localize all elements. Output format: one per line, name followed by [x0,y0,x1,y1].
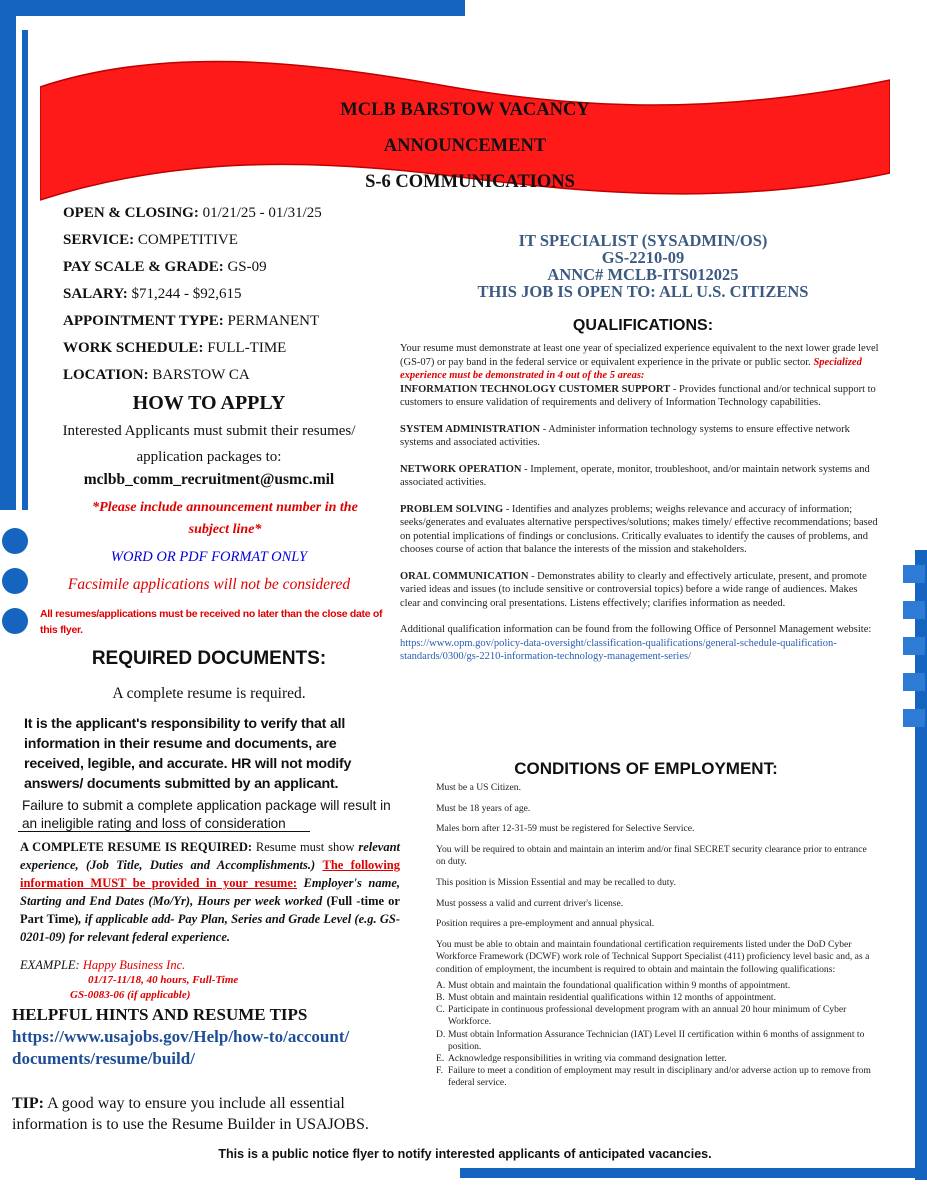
condition-item: Position requires a pre-employment and annual physical. [436,918,655,930]
list-item: E. Acknowledge responsibilities in writing via command designation letter. [436,1052,727,1064]
info-row-open-closing: OPEN & CLOSING: 01/21/25 - 01/31/25 [63,205,322,221]
format-note: WORD OR PDF FORMAT ONLY [110,549,308,565]
announcement-number: ANNC# MCLB-ITS012025 [547,265,739,284]
list-item: A. Must obtain and maintain the foundational qualification within 9 months of appointment. [436,979,791,991]
info-row-location: LOCATION: BARSTOW CA [63,367,250,383]
responsibility-statement: It is the applicant's responsibility to verify that all information in their resume and documents, are received, legible, and accurate. HR will not modify answers/ documents submitted by an applicant. [24,716,352,792]
banner-line-2: ANNOUNCEMENT [383,136,547,156]
info-row-salary: SALARY: $71,244 - $92,615 [63,286,242,302]
qualifications-body: Your resume must demonstrate at least one year of specialized experience equivalent to the next lower grade level (GS-07) or pay band in the federal service or equivalent experience in the private or public sector. Specialized experience must be demonstrated in 4 out of the 5 areas: INFORMATION TECHNOLOGY CUSTOMER SUPPORT - Provides functional and/or technical support to customers to ensure validation of requirements and delivery of Information Technology capabilities. SYSTEM ADMINISTRATION - Administer information technology systems to ensure effective network systems and associated activities. NETWORK OPERATION - Implement, operate, monitor, troubleshoot, and/or maintain network systems and associated activities. PROBLEM SOLVING - Identifies and analyzes problems; weighs relevance and accuracy of information; seeks/generates and evaluates alternative perspectives/solutions; makes timely/ effective recommendations; based on potential implications of findings or conclusions. Critically evaluates to identify the causes of problems, and chooses course of action that balance the interests of the mission and stakeholders. ORAL COMMUNICATION - Demonstrates ability to clearly and effectively articulate, present, and promote varied ideas and issues (to include sensitive or controversial topics) before a wide range of audiences. Makes clear and convincing oral presentations. Listens effectively; clarifies information as needed. Additional qualification information can be found from the following Office of Personnel Management website: https://www.opm.gov/policy-data-oversight/classification-qualifications/general-schedule-qualification-standards/0300/gs-2210-information-technology-management-series/ [400,343,879,662]
required-documents-heading: REQUIRED DOCUMENTS: [91,648,327,669]
list-item: C. Participate in continuous professional development program with an annual 20 hour minimum of Cyber Workforce. [436,1004,847,1028]
apply-instructions: Interested Applicants must submit their resumes/ application packages to: [62,423,356,465]
condition-item: You must be able to obtain and maintain foundational certification requirements listed under the DoD Cyber Workforce Framework (DCWF) work role of Technical Support Specialist (411) proficiency level basic and, as a condition of employment, the incumbent is required to obtain and maintain the following qualifications: [436,939,870,975]
fax-note: Facsimile applications will not be considered [67,576,351,593]
qualification-list [436,980,876,1090]
open-to: THIS JOB IS OPEN TO: ALL U.S. CITIZENS [477,282,809,301]
helpful-hints [12,1004,407,1070]
opm-link[interactable]: https://www.opm.gov/policy-data-oversight/classification-qualifications/general-schedule-qualification-standards/0300/gs-2210-information-technology-management-series/ [400,637,837,662]
condition-item: Must possess a valid and current driver's license. [436,897,624,909]
top-frame-bar [0,0,465,16]
usajobs-link-line-2[interactable]: documents/resume/build/ [12,1049,195,1068]
job-info-list [63,200,393,389]
bottom-frame-bar [460,1168,927,1178]
usajobs-link-line-1[interactable]: https://www.usajobs.gov/Help/how-to/account/ [12,1027,350,1046]
right-square-2 [903,601,925,619]
job-title: IT SPECIALIST (SYSADMIN/OS) [518,231,768,250]
condition-item: Males born after 12-31-59 must be registered for Selective Service. [436,823,695,835]
right-square-1 [903,565,925,583]
left-frame-bar [0,0,16,510]
condition-item: Must be 18 years of age. [436,802,531,814]
recruitment-email[interactable]: mclbb_comm_recruitment@usmc.mil [83,471,335,488]
resume-example: EXAMPLE: Happy Business Inc. 01/17-11/18, 40 hours, Full-Time GS-0083-06 (if applicable) [20,958,239,1001]
banner-line-1: MCLB BARSTOW VACANCY [340,100,590,120]
qualifications-heading: QUALIFICATIONS: [572,317,714,334]
conditions-heading: CONDITIONS OF EMPLOYMENT: [514,759,778,778]
info-row-schedule: WORK SCHEDULE: FULL-TIME [63,340,287,356]
info-row-pay-scale: PAY SCALE & GRADE: GS-09 [63,259,267,275]
condition-item: Must be a US Citizen. [436,782,522,793]
list-item: F. Failure to meet a condition of employment may result in disciplinary and/or adverse action up to remove from federal service. [436,1065,871,1089]
right-square-4 [903,673,925,691]
list-item: D. Must obtain Information Assurance Technician (IAT) Level II certification within 6 months of assignment to position. [436,1028,865,1052]
bullet-circle-3 [2,608,28,634]
banner-line-3: S-6 COMMUNICATIONS [365,172,575,192]
condition-item: This position is Mission Essential and may be recalled to duty. [436,877,676,889]
condition-item: You will be required to obtain and maintain an interim and/or final SECRET security clearance prior to entrance on duty. [436,844,867,868]
job-series: GS-2210-09 [601,248,685,267]
right-square-5 [903,709,925,727]
public-notice-footer: This is a public notice flyer to notify interested applicants of anticipated vacancies. [218,1147,712,1161]
right-square-3 [903,637,925,655]
hints-heading: HELPFUL HINTS AND RESUME TIPS [12,1005,308,1024]
complete-resume-block: A COMPLETE RESUME IS REQUIRED: Resume must show relevant experience, (Job Title, Duties and Accomplishments.) The following information MUST be provided in your resume: Employer's name, Starting and End Dates (Mo/Yr), Hours per week worked (Full -time or Part Time), if applicable add- Pay Plan, Series and Grade Level (e.g. GS-0201-09) for relevant federal experience. [20,840,401,944]
resume-tip: TIP: A good way to ensure you include all essential information is to use the Resume Builder in USAJOBS. [12,1095,369,1133]
resume-required-line: A complete resume is required. [112,685,306,702]
failure-statement: Failure to submit a complete application package will result in an ineligible rating and loss of consideration [22,798,391,831]
info-row-service: SERVICE: COMPETITIVE [63,232,238,248]
list-item: B. Must obtain and maintain residential qualifications within 12 months of appointment. [436,991,777,1003]
banner-title [40,92,890,200]
how-to-apply-heading: HOW TO APPLY [132,392,286,414]
subject-line-note: *Please include announcement number in the subject line* [92,500,358,537]
deadline-note: All resumes/applications must be received no later than the close date of this flyer. [40,608,383,636]
info-row-appointment: APPOINTMENT TYPE: PERMANENT [63,313,320,329]
conditions-body [436,782,876,1090]
job-title-block [398,232,888,300]
